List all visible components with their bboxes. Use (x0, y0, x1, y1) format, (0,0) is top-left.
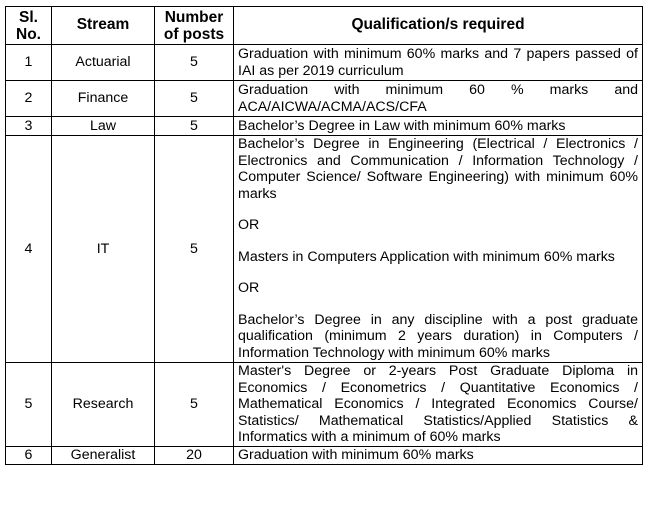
header-qualification: Qualification/s required (234, 7, 643, 45)
row-qualification: Master's Degree or 2-years Post Graduate Diploma in Economics / Econometrics / Quantitative Economics / Mathematical Economics / Integrated Economics Course/ Statistics/ Mathematical Statistics/Applied Statistics & Informatics with a minimum of 60% marks (234, 363, 643, 447)
table-row (6, 446, 643, 464)
qualification-option: Masters in Computers Application with minimum 60% marks (238, 248, 615, 265)
row-posts: 20 (155, 446, 234, 464)
row-posts: 5 (155, 136, 234, 363)
row-sl-no: 4 (6, 136, 52, 363)
row-qualification: Bachelor’s Degree in Law with minimum 60% marks (234, 117, 643, 136)
or-separator: OR (238, 217, 260, 233)
or-separator: OR (238, 280, 260, 296)
row-qualification: Graduation with minimum 60% marks (234, 446, 643, 464)
header-sl-no: Sl. No. (6, 7, 52, 45)
table-row (6, 136, 643, 363)
row-posts: 5 (155, 117, 234, 136)
row-posts: 5 (155, 81, 234, 117)
row-stream: Research (52, 363, 155, 447)
qualification-option: Bachelor’s Degree in any discipline with a post graduate qualification (minimum 2 years duration) in Computers / Information Technology with minimum 60% marks (238, 311, 638, 361)
header-number-of-posts: Number of posts (155, 7, 234, 45)
table-row (6, 45, 643, 81)
row-stream: Actuarial (52, 45, 155, 81)
row-stream: Finance (52, 81, 155, 117)
row-sl-no: 2 (6, 81, 52, 117)
row-qualification: Graduation with minimum 60 % marks and ACA/AICWA/ACMA/ACS/CFA (234, 81, 643, 117)
row-sl-no: 5 (6, 363, 52, 447)
table-row (6, 117, 643, 136)
row-stream: IT (52, 136, 155, 363)
table-row (6, 81, 643, 117)
row-qualification: Graduation with minimum 60% marks and 7 papers passed of IAI as per 2019 curriculum (234, 45, 643, 81)
row-stream: Law (52, 117, 155, 136)
row-sl-no: 6 (6, 446, 52, 464)
row-sl-no: 3 (6, 117, 52, 136)
posts-table (5, 6, 643, 465)
header-row (6, 7, 643, 45)
row-posts: 5 (155, 363, 234, 447)
row-stream: Generalist (52, 446, 155, 464)
row-sl-no: 1 (6, 45, 52, 81)
table-row (6, 363, 643, 447)
row-posts: 5 (155, 45, 234, 81)
header-stream: Stream (52, 7, 155, 45)
qualification-option: Bachelor’s Degree in Engineering (Electrical / Electronics / Electronics and Communication / Information Technology / Computer Science/ Software Engineering) with minimum 60% marks (238, 136, 638, 202)
row-qualification (234, 136, 643, 363)
